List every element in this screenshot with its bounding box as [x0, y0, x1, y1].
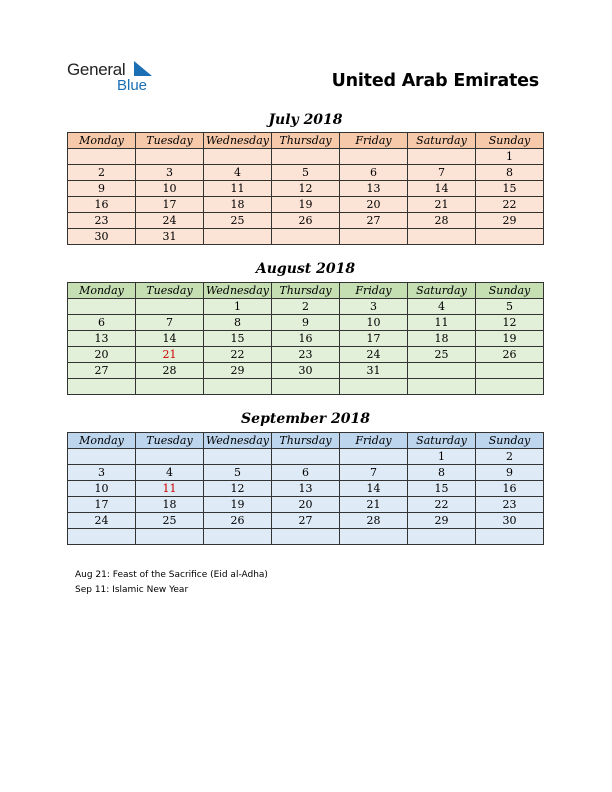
- day-cell: 17: [340, 331, 408, 347]
- day-cell: 12: [476, 315, 544, 331]
- day-cell: [272, 529, 340, 545]
- day-cell: 30: [68, 229, 136, 245]
- week-row: [68, 529, 544, 545]
- weekday-header-row: [68, 133, 544, 149]
- week-row: [68, 213, 544, 229]
- day-cell: 12: [272, 181, 340, 197]
- day-cell: [340, 529, 408, 545]
- week-row: [68, 363, 544, 379]
- day-cell: 29: [408, 513, 476, 529]
- day-cell: 8: [204, 315, 272, 331]
- day-cell: 22: [408, 497, 476, 513]
- day-cell: 23: [68, 213, 136, 229]
- day-cell: [340, 149, 408, 165]
- day-cell: 28: [340, 513, 408, 529]
- weekday-header-row: [68, 433, 544, 449]
- week-row: [68, 497, 544, 513]
- week-row: [68, 513, 544, 529]
- day-cell: 16: [272, 331, 340, 347]
- day-cell: 31: [340, 363, 408, 379]
- day-cell: [340, 229, 408, 245]
- weekday-header: Sunday: [476, 133, 544, 149]
- day-cell: 19: [204, 497, 272, 513]
- day-cell: 27: [272, 513, 340, 529]
- day-cell: 9: [476, 465, 544, 481]
- day-cell: [68, 149, 136, 165]
- day-cell: [204, 229, 272, 245]
- day-cell: [408, 229, 476, 245]
- day-cell: 10: [340, 315, 408, 331]
- holiday-note: Aug 21: Feast of the Sacrifice (Eid al-Adha): [75, 570, 268, 580]
- day-cell: 12: [204, 481, 272, 497]
- day-cell: 17: [68, 497, 136, 513]
- day-cell: 5: [204, 465, 272, 481]
- day-cell: [136, 149, 204, 165]
- day-cell: [408, 149, 476, 165]
- day-cell: 17: [136, 197, 204, 213]
- day-cell: 2: [272, 299, 340, 315]
- day-cell: 15: [408, 481, 476, 497]
- day-cell: [408, 379, 476, 395]
- day-cell: 6: [272, 465, 340, 481]
- day-cell: 2: [68, 165, 136, 181]
- month-title-august: August 2018: [255, 261, 356, 277]
- general-blue-logo: [67, 60, 167, 96]
- day-cell: 7: [136, 315, 204, 331]
- day-cell: 13: [340, 181, 408, 197]
- weekday-header: Sunday: [476, 433, 544, 449]
- day-cell: 22: [204, 347, 272, 363]
- weekday-header: Saturday: [408, 433, 476, 449]
- day-cell: [476, 379, 544, 395]
- day-cell: 8: [408, 465, 476, 481]
- day-cell: 23: [476, 497, 544, 513]
- day-cell: 18: [204, 197, 272, 213]
- week-row: [68, 149, 544, 165]
- day-cell: [272, 379, 340, 395]
- day-cell: 24: [136, 213, 204, 229]
- day-cell: 7: [340, 465, 408, 481]
- day-cell: 4: [204, 165, 272, 181]
- day-cell: 30: [272, 363, 340, 379]
- day-cell: 23: [272, 347, 340, 363]
- day-cell: 9: [68, 181, 136, 197]
- day-cell: 15: [204, 331, 272, 347]
- day-cell: 18: [408, 331, 476, 347]
- day-cell: 20: [272, 497, 340, 513]
- month-title-september: September 2018: [241, 411, 370, 427]
- day-cell: 5: [476, 299, 544, 315]
- week-row: [68, 315, 544, 331]
- day-cell: 15: [476, 181, 544, 197]
- day-cell: [136, 449, 204, 465]
- day-cell: 21: [408, 197, 476, 213]
- day-cell: 27: [340, 213, 408, 229]
- day-cell: 28: [136, 363, 204, 379]
- day-cell: [476, 229, 544, 245]
- day-cell: 14: [340, 481, 408, 497]
- day-cell: 20: [340, 197, 408, 213]
- day-cell: 3: [136, 165, 204, 181]
- day-cell: [272, 449, 340, 465]
- week-row: [68, 197, 544, 213]
- logo-triangle-icon: [134, 61, 152, 76]
- day-cell: 16: [476, 481, 544, 497]
- day-cell: 16: [68, 197, 136, 213]
- weekday-header: Friday: [340, 133, 408, 149]
- weekday-header: Monday: [68, 433, 136, 449]
- week-row: [68, 449, 544, 465]
- day-cell: [408, 529, 476, 545]
- day-cell: 26: [476, 347, 544, 363]
- day-cell: [204, 379, 272, 395]
- day-cell: [136, 529, 204, 545]
- day-cell: 31: [136, 229, 204, 245]
- week-row: [68, 181, 544, 197]
- day-cell: 24: [68, 513, 136, 529]
- day-cell: 28: [408, 213, 476, 229]
- weekday-header: Friday: [340, 283, 408, 299]
- day-cell: 9: [272, 315, 340, 331]
- day-cell: 2: [476, 449, 544, 465]
- weekday-header-row: [68, 283, 544, 299]
- month-title-july: July 2018: [268, 112, 343, 128]
- day-cell: 25: [408, 347, 476, 363]
- week-row: [68, 229, 544, 245]
- day-cell: 10: [136, 181, 204, 197]
- day-cell: 13: [272, 481, 340, 497]
- weekday-header: Tuesday: [136, 433, 204, 449]
- country-title: United Arab Emirates: [331, 71, 539, 91]
- day-cell: 30: [476, 513, 544, 529]
- logo-word-general: General: [67, 60, 126, 79]
- week-row: [68, 347, 544, 363]
- day-cell: 19: [476, 331, 544, 347]
- day-cell: 10: [68, 481, 136, 497]
- holiday-note: Sep 11: Islamic New Year: [75, 585, 189, 595]
- day-cell: 13: [68, 331, 136, 347]
- weekday-header: Friday: [340, 433, 408, 449]
- day-cell: [272, 229, 340, 245]
- day-cell: [340, 449, 408, 465]
- calendar-september: [67, 432, 544, 545]
- day-cell: 4: [408, 299, 476, 315]
- weekday-header: Thursday: [272, 283, 340, 299]
- day-cell: [68, 379, 136, 395]
- day-cell: [68, 449, 136, 465]
- weekday-header: Tuesday: [136, 283, 204, 299]
- week-row: [68, 165, 544, 181]
- day-cell: [204, 449, 272, 465]
- week-row: [68, 379, 544, 395]
- day-cell: 19: [272, 197, 340, 213]
- week-row: [68, 465, 544, 481]
- week-row: [68, 481, 544, 497]
- holiday-day-cell: 21: [136, 347, 204, 363]
- day-cell: 1: [408, 449, 476, 465]
- calendar-july: [67, 132, 544, 245]
- weekday-header: Thursday: [272, 433, 340, 449]
- day-cell: 25: [136, 513, 204, 529]
- week-row: [68, 299, 544, 315]
- day-cell: [68, 299, 136, 315]
- day-cell: 7: [408, 165, 476, 181]
- day-cell: [408, 363, 476, 379]
- day-cell: 14: [136, 331, 204, 347]
- day-cell: [136, 379, 204, 395]
- day-cell: 20: [68, 347, 136, 363]
- day-cell: [340, 379, 408, 395]
- day-cell: 21: [340, 497, 408, 513]
- day-cell: 29: [476, 213, 544, 229]
- calendar-august: [67, 282, 544, 395]
- weekday-header: Monday: [68, 133, 136, 149]
- day-cell: 14: [408, 181, 476, 197]
- day-cell: [204, 149, 272, 165]
- logo-word-blue: Blue: [117, 77, 148, 94]
- day-cell: 6: [68, 315, 136, 331]
- weekday-header: Wednesday: [204, 433, 272, 449]
- weekday-header: Sunday: [476, 283, 544, 299]
- day-cell: 1: [476, 149, 544, 165]
- day-cell: 11: [204, 181, 272, 197]
- day-cell: 3: [68, 465, 136, 481]
- weekday-header: Thursday: [272, 133, 340, 149]
- day-cell: 26: [204, 513, 272, 529]
- day-cell: [204, 529, 272, 545]
- day-cell: 26: [272, 213, 340, 229]
- weekday-header: Wednesday: [204, 133, 272, 149]
- day-cell: [476, 363, 544, 379]
- holiday-notes: [75, 568, 268, 598]
- day-cell: 3: [340, 299, 408, 315]
- day-cell: 11: [408, 315, 476, 331]
- weekday-header: Saturday: [408, 283, 476, 299]
- weekday-header: Tuesday: [136, 133, 204, 149]
- weekday-header: Monday: [68, 283, 136, 299]
- weekday-header: Wednesday: [204, 283, 272, 299]
- weekday-header: Saturday: [408, 133, 476, 149]
- day-cell: [272, 149, 340, 165]
- day-cell: 5: [272, 165, 340, 181]
- day-cell: 22: [476, 197, 544, 213]
- day-cell: [476, 529, 544, 545]
- day-cell: 25: [204, 213, 272, 229]
- day-cell: 6: [340, 165, 408, 181]
- day-cell: 24: [340, 347, 408, 363]
- holiday-day-cell: 11: [136, 481, 204, 497]
- day-cell: 1: [204, 299, 272, 315]
- day-cell: 18: [136, 497, 204, 513]
- day-cell: 29: [204, 363, 272, 379]
- day-cell: 27: [68, 363, 136, 379]
- day-cell: 4: [136, 465, 204, 481]
- day-cell: [68, 529, 136, 545]
- week-row: [68, 331, 544, 347]
- day-cell: 8: [476, 165, 544, 181]
- day-cell: [136, 299, 204, 315]
